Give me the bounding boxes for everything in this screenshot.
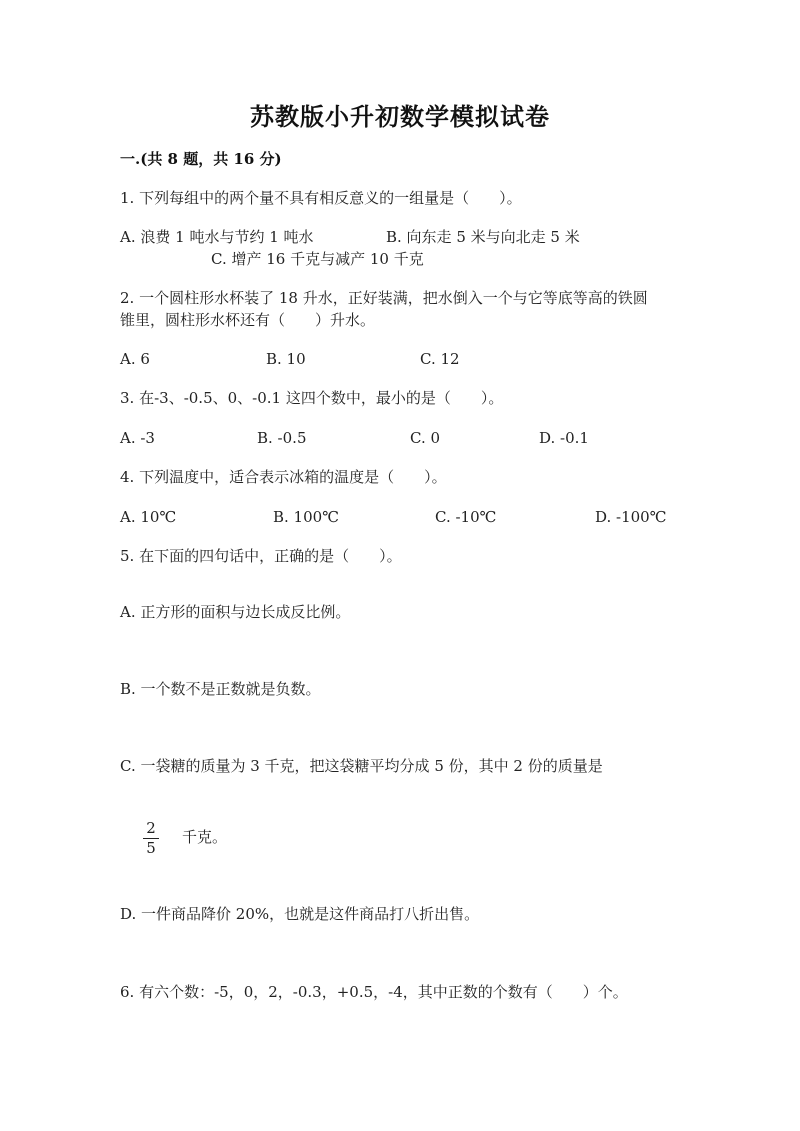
- question-3-option-b[interactable]: B. -0.5: [257, 429, 307, 447]
- question-2-stem-line1: 2. 一个圆柱形水杯装了 18 升水，正好装满，把水倒入一个与它等底等高的铁圆: [120, 289, 648, 307]
- question-1-stem: 1. 下列每组中的两个量不具有相反意义的一组量是（ ）。: [120, 189, 522, 207]
- question-3-option-a[interactable]: A. -3: [120, 429, 155, 447]
- question-5-option-a[interactable]: A. 正方形的面积与边长成反比例。: [120, 603, 351, 621]
- question-3-option-d[interactable]: D. -0.1: [539, 429, 589, 447]
- question-3-stem: 3. 在-3、-0.5、0、-0.1 这四个数中，最小的是（ ）。: [120, 389, 504, 407]
- question-5-option-c[interactable]: C. 一袋糖的质量为 3 千克，把这袋糖平均分成 5 份，其中 2 份的质量是: [120, 757, 603, 775]
- fraction-two-fifths: [143, 820, 159, 857]
- question-2-option-c[interactable]: C. 12: [420, 350, 460, 368]
- question-6-stem: 6. 有六个数：-5，0，2，-0.3，+0.5，-4，其中正数的个数有（ ）个。: [120, 983, 628, 1001]
- question-4-stem: 4. 下列温度中，适合表示冰箱的温度是（ ）。: [120, 468, 447, 486]
- fraction-denominator: 5: [146, 839, 156, 857]
- question-4-option-b[interactable]: B. 100℃: [273, 508, 339, 526]
- question-5-option-d[interactable]: D. 一件商品降价 20%，也就是这件商品打八折出售。: [120, 905, 480, 923]
- fraction-numerator: 2: [146, 819, 156, 837]
- question-1-option-b[interactable]: B. 向东走 5 米与向北走 5 米: [386, 228, 580, 246]
- question-5-stem: 5. 在下面的四句话中，正确的是（ ）。: [120, 547, 402, 565]
- question-1-option-c[interactable]: C. 增产 16 千克与减产 10 千克: [211, 250, 424, 268]
- question-5-option-b[interactable]: B. 一个数不是正数就是负数。: [120, 680, 321, 698]
- question-2-option-a[interactable]: A. 6: [120, 350, 150, 368]
- question-1-option-a[interactable]: A. 浪费 1 吨水与节约 1 吨水: [120, 228, 314, 246]
- question-4-option-c[interactable]: C. -10℃: [435, 508, 497, 526]
- question-2-option-b[interactable]: B. 10: [266, 350, 306, 368]
- question-4-option-a[interactable]: A. 10℃: [120, 508, 177, 526]
- question-5-option-c-suffix: 千克。: [182, 828, 228, 846]
- exam-title: 苏教版小升初数学模拟试卷: [250, 102, 550, 131]
- question-2-stem-line2: 锥里，圆柱形水杯还有（ ）升水。: [120, 311, 376, 329]
- question-3-option-c[interactable]: C. 0: [410, 429, 441, 447]
- section-heading: 一.(共 8 题，共 16 分): [120, 150, 282, 168]
- question-4-option-d[interactable]: D. -100℃: [595, 508, 667, 526]
